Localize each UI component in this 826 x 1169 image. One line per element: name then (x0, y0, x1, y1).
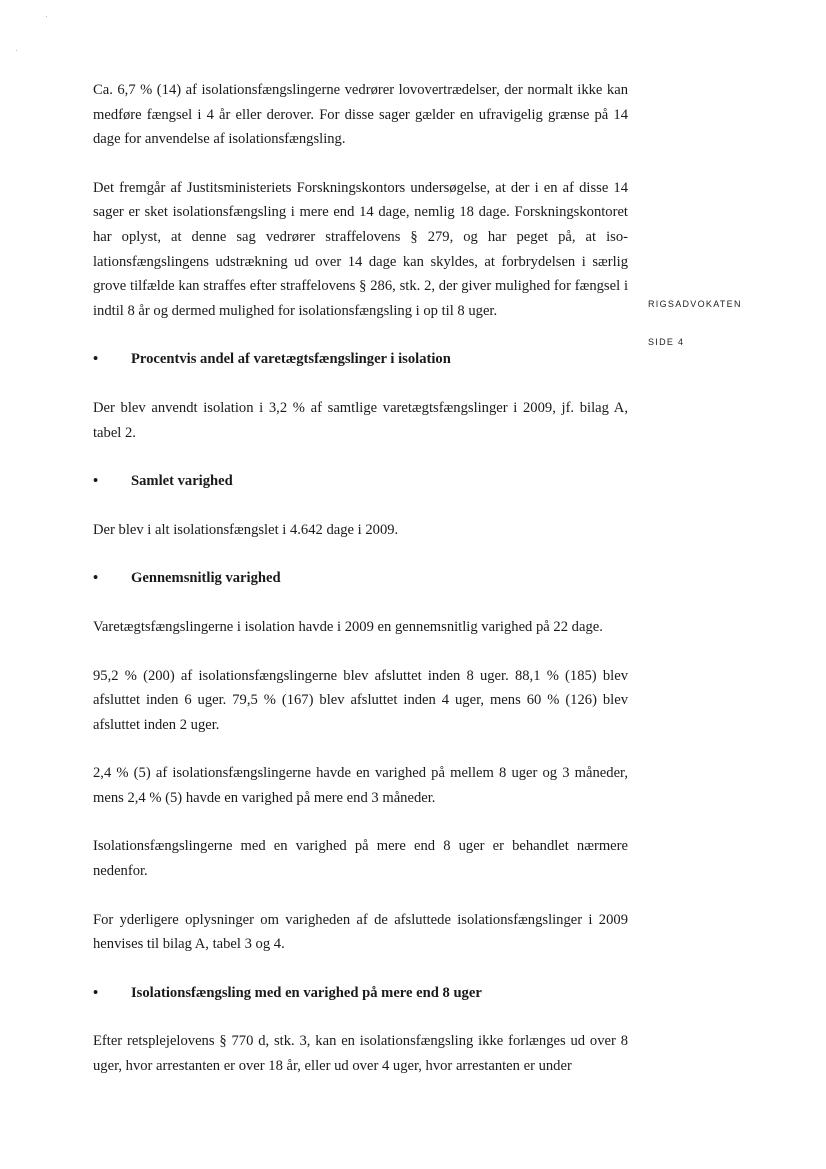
heading-text: Gennemsnitlig varighed (131, 570, 281, 587)
paragraph-8: Isolationsfængslingerne med en varighed på mere end 8 uger er behandlet nærmere nedenfor. (93, 838, 628, 880)
heading-text: Isolationsfængsling med en varighed på mere end 8 uger (131, 984, 482, 1001)
section-heading-total-duration (93, 469, 628, 494)
heading-text: Samlet varighed (131, 473, 233, 490)
organization-label: RIGSADVOKATEN (648, 299, 742, 309)
paragraph-10: Efter retsplejelovens § 770 d, stk. 3, kan en isolationsfængsling ikke forlænges ud over 8 uger, hvor arrestanten er over 18 år, eller ud over 4 uger, hvor arrestanten er under (93, 1033, 628, 1075)
bullet-icon: • (93, 473, 99, 490)
bullet-icon: • (93, 351, 99, 368)
page-number-label: SIDE 4 (648, 337, 685, 347)
bullet-icon: • (93, 984, 99, 1001)
section-heading-over-8-weeks (93, 981, 628, 1006)
heading-text: Procentvis andel af varetægtsfængslinger i isolation (131, 351, 451, 368)
section-heading-average-duration (93, 566, 628, 591)
paragraph-6: 95,2 % (200) af isolationsfængslingerne blev afsluttet inden 8 uger. 88,1 % (185) blev afsluttet inden 6 uger. 79,5 % (167) blev afsluttet inden 4 uger, mens 60 % (126) blev afsluttet inden 2 uger. (93, 667, 628, 733)
paragraph-1: Ca. 6,7 % (14) af isolationsfængslingerne vedrører lovovertrædelser, der normalt ikke kan medføre fængsel i 4 år eller derover. For disse sager gælder en ufravigelig grænse på 14 dage for anvendelse af isolationsfængsling. (93, 82, 628, 148)
scan-speck (46, 16, 47, 17)
scan-speck (16, 50, 17, 51)
bullet-icon: • (93, 570, 99, 587)
paragraph-3: Der blev anvendt isolation i 3,2 % af samtlige varetægtsfængslinger i 2009, jf. bilag A, tabel 2. (93, 399, 628, 441)
main-text-column (93, 78, 628, 1103)
section-heading-percentage (93, 347, 628, 372)
paragraph-2: Det fremgår af Justitsministeriets Forskningskontors undersøgelse, at der i en af disse 14 sager er sket isolationsfængsling i mere end 14 dage, nemlig 18 dage. Forskningskontoret har oplyst, at denne sag vedrører straffelovens § 279, og har peget på, at isolationsfængslingens udstrækning ud over 14 dage kan skyldes, at forbrydelsen i særlig grove tilfælde kan straffes efter straffelovens § 286, stk. 2, der giver mulighed for fængsel i indtil 8 år og dermed mulighed for isolationsfængsling i op til 8 uger. (93, 179, 628, 319)
paragraph-4: Der blev i alt isolationsfængslet i 4.642 dage i 2009. (93, 521, 399, 538)
paragraph-7: 2,4 % (5) af isolationsfængslingerne havde en varighed på mellem 8 uger og 3 måneder, mens 2,4 % (5) havde en varighed på mere end 3 måneder. (93, 765, 628, 806)
paragraph-5: Varetægtsfængslingerne i isolation havde i 2009 en gennemsnitlig varighed på 22 dage. (93, 618, 603, 635)
paragraph-9: For yderligere oplysninger om varigheden af de afsluttede isolationsfængslinger i 2009 henvises til bilag A, tabel 3 og 4. (93, 911, 628, 953)
